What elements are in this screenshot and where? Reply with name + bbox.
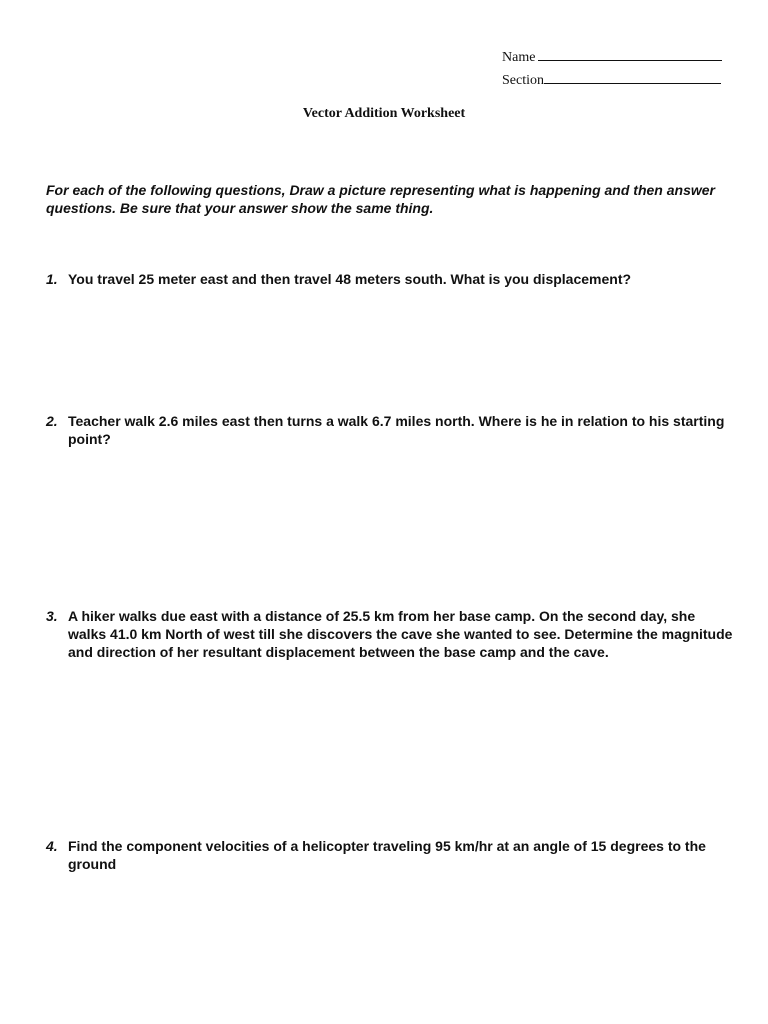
question-number: 3. <box>46 608 58 624</box>
question-text: Teacher walk 2.6 miles east then turns a walk 6.7 miles north. Where is he in relation to his starting point? <box>68 413 725 447</box>
section-field[interactable] <box>502 70 721 89</box>
question-item <box>46 607 736 661</box>
question-item <box>46 270 736 288</box>
question-text: A hiker walks due east with a distance of 25.5 km from her base camp. On the second day, she walks 41.0 km North of west till she discovers the cave she wanted to see. Determine the magnitude and direction of her resultant displacement between the base camp and the cave. <box>68 608 733 660</box>
question-item <box>46 412 736 448</box>
question-text: Find the component velocities of a helicopter traveling 95 km/hr at an angle of 15 degrees to the ground <box>68 838 706 872</box>
instructions-text: For each of the following questions, Draw a picture representing what is happening and then answer questions. Be sure that your answer show the same thing. <box>46 182 715 216</box>
section-label: Section <box>502 73 544 88</box>
section-blank-line[interactable] <box>544 70 721 84</box>
question-number: 1. <box>46 271 58 287</box>
name-label: Name <box>502 50 536 65</box>
worksheet-title: Vector Addition Worksheet <box>302 106 466 121</box>
question-number: 2. <box>46 413 58 429</box>
name-blank-line[interactable] <box>538 47 722 61</box>
question-number: 4. <box>46 838 58 854</box>
name-field[interactable] <box>502 47 722 66</box>
question-text: You travel 25 meter east and then travel 48 meters south. What is you displacement? <box>68 271 632 287</box>
question-item <box>46 837 736 873</box>
